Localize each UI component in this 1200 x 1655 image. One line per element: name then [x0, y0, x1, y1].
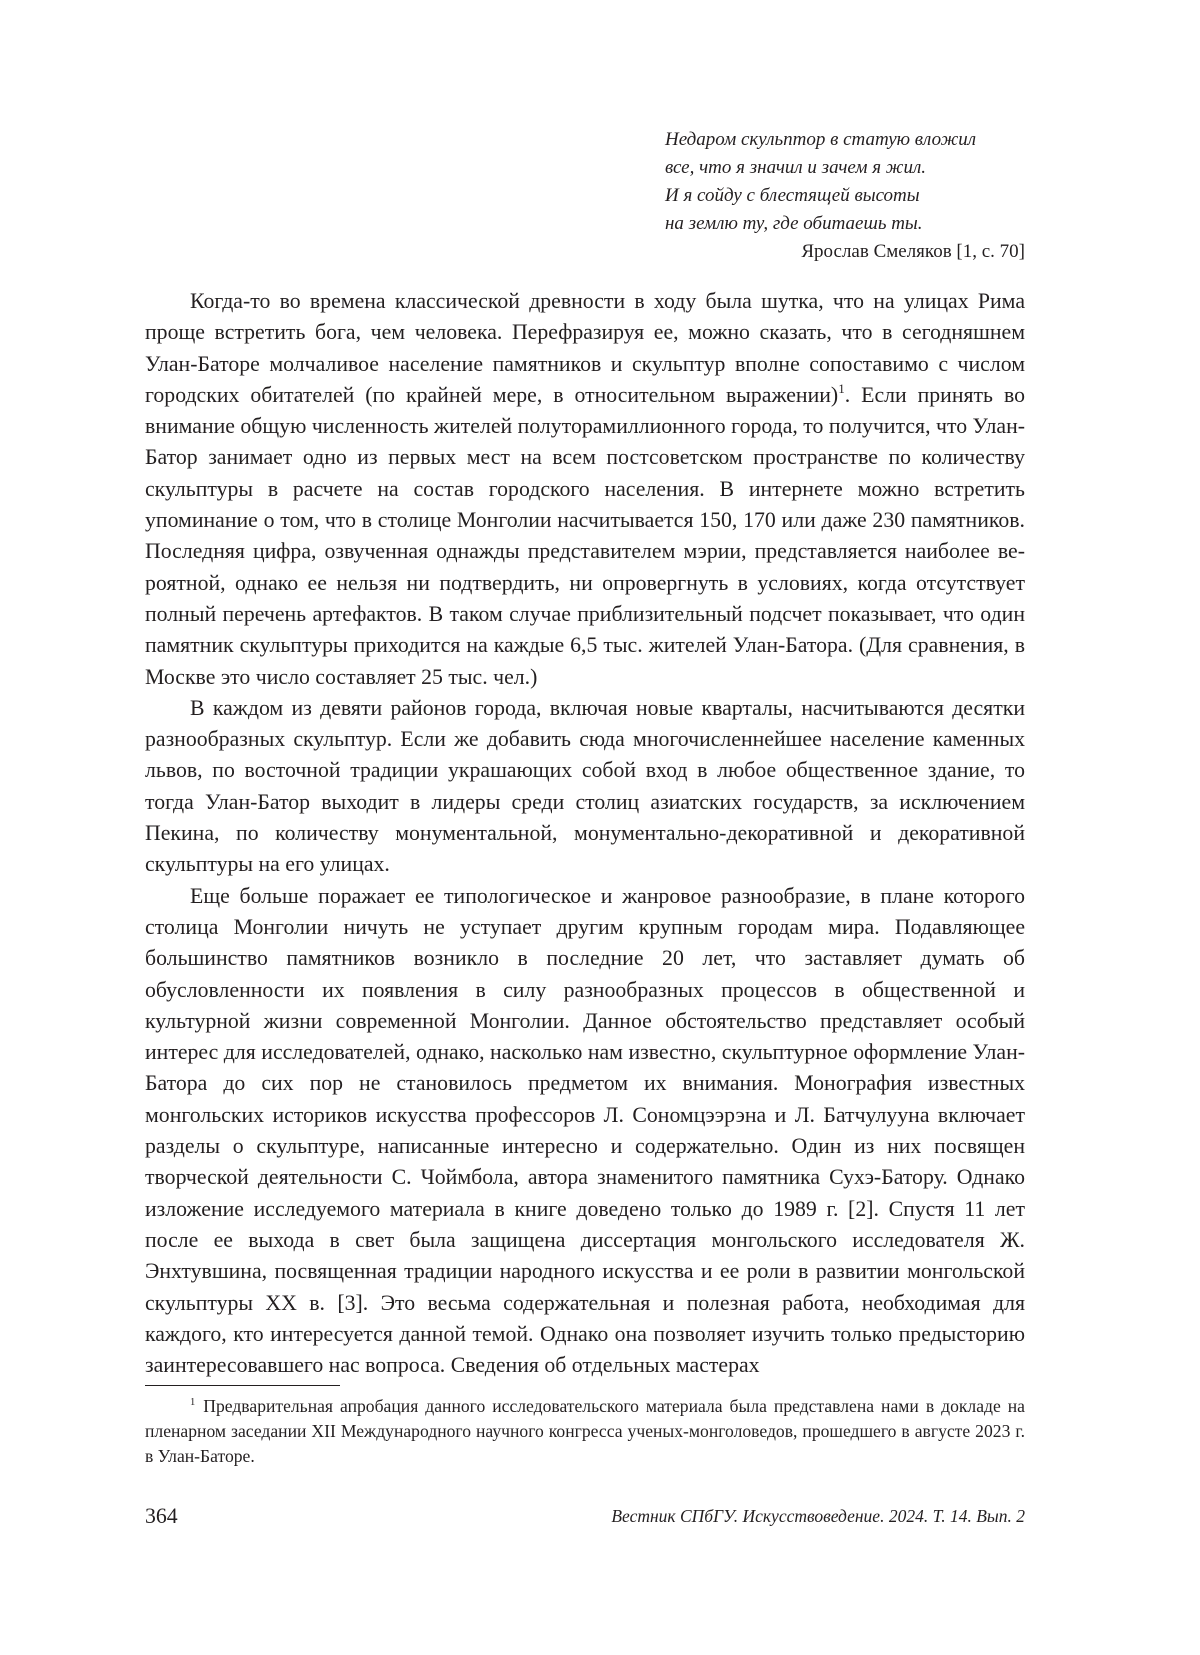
epigraph-line: на землю ту, где обитаешь ты.: [665, 213, 923, 234]
journal-running-title: Вестник СПбГУ. Искусствоведение. 2024. Т. 14. Вып. 2: [611, 1506, 1025, 1526]
paragraph-1-text-end: . Если принять во внимание общую численность жителей полуторамиллионного города, то получится, что Улан-Батор занимает одно из первых мест на всем постсоветском пространстве по количеству скульптуры в расчете на состав городского населения. В интернете можно встретить упоминание о том, что в столице Монголии насчитывается 150, 170 или даже 230 памятников. Последняя цифра, озвученная однажды представителем мэрии, представляется наиболее вероятной, однако ее нельзя ни подтвердить, ни опровергнуть в условиях, когда отсутствует полный перечень артефактов. В таком случае приблизительный подсчет показывает, что один памятник скульптуры приходится на каждые 6,5 тыс. жителей Улан-Батора. (Для сравнения, в Москве это число составляет 25 тыс. чел.): [145, 382, 1025, 689]
epigraph: [665, 126, 1025, 266]
paragraph-1-text-start: Когда-то во времена классической древности в ходу была шутка, что на улицах Рима проще встретить бога, чем человека. Перефразируя ее, можно сказать, что в сегодняшнем Улан-Баторе молчаливое население памятников и скульптур вполне сопоставимо с числом городских обитателей (по крайней мере, в относительном выражении): [145, 289, 1025, 407]
epigraph-line: Недаром скульптор в статую вложил: [665, 129, 977, 150]
epigraph-line: все, что я значил и зачем я жил.: [665, 157, 927, 178]
footnote-reference[interactable]: 1: [838, 380, 845, 396]
footnote-text: Предварительная апробация данного исследовательского материала была представлена нами в докладе на пленарном заседании XII Международного научного конгресса ученых-монголоведов, прошедшего в августе 2023 г. в Улан-Баторе.: [145, 1396, 1025, 1466]
page-footer: [145, 1501, 1025, 1531]
footnote: [145, 1394, 1025, 1469]
paragraph-2: В каждом из девяти районов города, включая новые кварталы, насчитываются десятки разнообразных скульптур. Если же добавить сюда многочисленнейшее население каменных львов, по восточной традиции украшающих собой вход в любое общественное здание, то тогда Улан-Батор выходит в лидеры среди столиц азиатских государств, за исключением Пекина, по количеству монументальной, монументально-декоративной и декоративной скульптуры на его улицах.: [145, 695, 1025, 877]
footnote-marker: 1: [190, 1396, 196, 1408]
body-text: [145, 286, 1025, 1381]
footnote-divider: [145, 1385, 340, 1386]
epigraph-line: И я сойду с блестящей высоты: [665, 185, 920, 206]
paragraph-1: [145, 286, 1025, 693]
page-number: 364: [145, 1504, 178, 1528]
footnote-paragraph: [145, 1394, 1025, 1469]
epigraph-attribution: Ярослав Смеляков [1, с. 70]: [801, 241, 1025, 262]
paragraph-3: Еще больше поражает ее типологическое и жанровое разнообразие, в плане которого столица Монголии ничуть не уступает другим крупным городам мира. Подавляющее большинство памятников возникло в последние 20 лет, что заставляет думать об обусловленности их появления в силу разнообразных процессов в общественной и культурной жизни современной Монголии. Данное обстоятельство представляет особый интерес для исследователей, однако, насколько нам известно, скульптурное оформление Улан-Батора до сих пор не становилось предметом их внимания. Монография известных монгольских историков искусства профессоров Л. Сономцээрэна и Л. Батчулууна включает разделы о скульптуре, написанные интересно и содержательно. Один из них посвящен творческой деятельности С. Чоймбола, автора знаменитого памятника Сухэ-Батору. Однако изложение исследуемого материала в книге доведено только до 1989 г. [2]. Спустя 11 лет после ее выхода в свет была защищена диссертация монгольского исследователя Ж. Энхтувшина, посвященная традиции народного искусства и ее роли в развитии монгольской скульптуры XX в. [3]. Это весьма содержательная и полезная работа, необходимая для каждого, кто интересуется данной темой. Однако она позволяет изучить только предысторию заинтересовавшего нас вопроса. Сведения об отдельных мастерах: [145, 883, 1025, 1378]
